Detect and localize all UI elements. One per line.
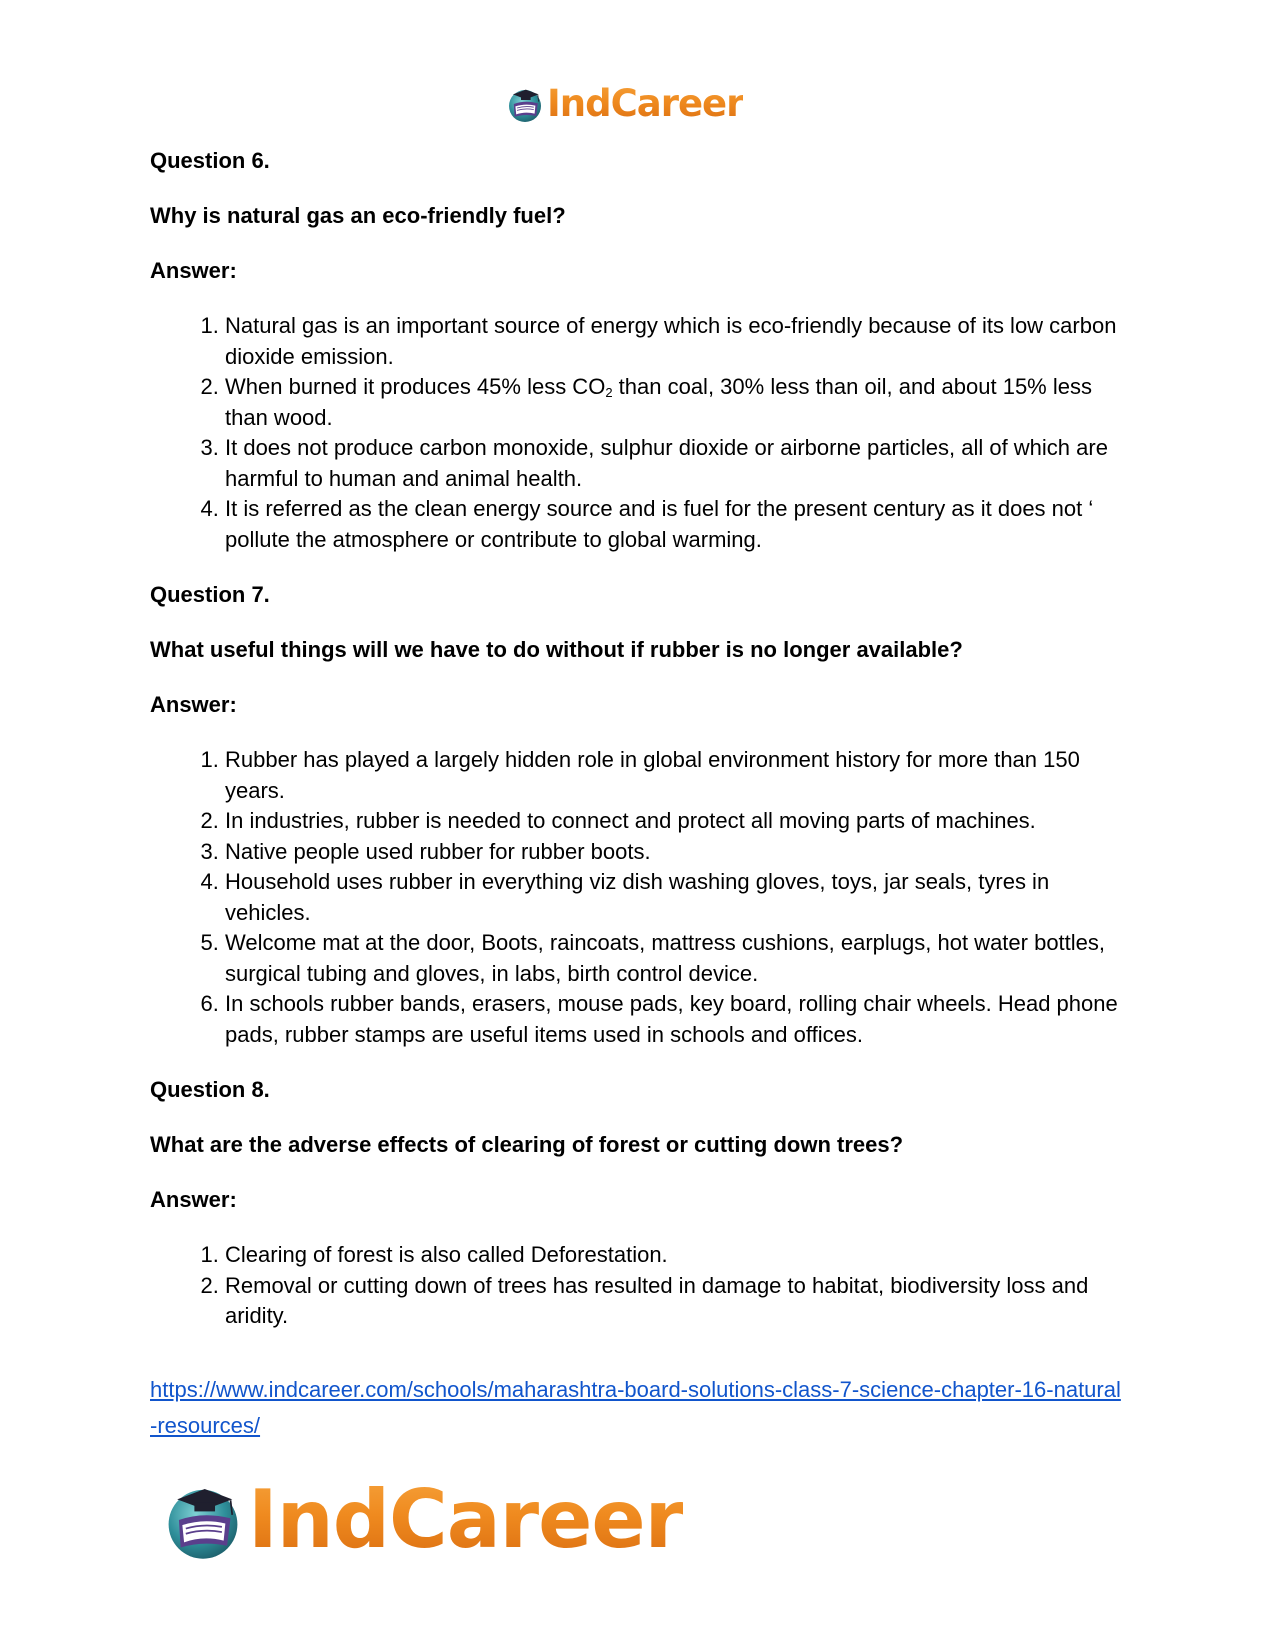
list-item: 1. Natural gas is an important source of energy which is eco-friendly because of its low carbon dioxide emission. (225, 311, 1130, 372)
question-6-section (150, 146, 1130, 555)
header-logo (505, 80, 743, 128)
question-8-section (150, 1075, 1130, 1332)
question-text: What useful things will we have to do without if rubber is no longer available? (150, 637, 963, 662)
list-item: 6. In schools rubber bands, erasers, mouse pads, key board, rolling chair wheels. Head phone pads, rubber stamps are useful items used in schools and offices. (225, 989, 1130, 1050)
graduation-globe-icon (505, 84, 545, 124)
question-text: Why is natural gas an eco-friendly fuel? (150, 203, 566, 228)
co2-text-before: When burned it produces 45% less CO (225, 374, 606, 399)
list-item: 2. Removal or cutting down of trees has resulted in damage to habitat, biodiversity loss and aridity. (225, 1271, 1130, 1332)
footer-logo (160, 1470, 683, 1570)
list-item: 4. It is referred as the clean energy source and is fuel for the present century as it does not ‘ pollute the atmosphere or contribute to global warming. (225, 494, 1130, 555)
answer-label: Answer: (150, 692, 237, 717)
answer-label: Answer: (150, 258, 237, 283)
answer-label: Answer: (150, 1187, 237, 1212)
list-item: 2. In industries, rubber is needed to connect and protect all moving parts of machines. (225, 806, 1130, 837)
question-7-section (150, 580, 1130, 1050)
list-item: 1. Rubber has played a largely hidden role in global environment history for more than 150 years. (225, 745, 1130, 806)
answer-list (150, 1240, 1130, 1332)
list-item: 3. Native people used rubber for rubber boots. (225, 837, 1130, 868)
document-body (150, 146, 1130, 1444)
co2-text-after: than coal, 30% less than oil, and about 15% less than wood. (225, 374, 1092, 430)
answer-list (150, 311, 1130, 555)
list-item: 3. It does not produce carbon monoxide, sulphur dioxide or airborne particles, all of which are harmful to human and animal health. (225, 433, 1130, 494)
question-label: Question 8. (150, 1077, 270, 1102)
footer-logo-text: IndCareer (248, 1473, 684, 1566)
source-link[interactable]: https://www.indcareer.com/schools/maharashtra-board-solutions-class-7-science-chapter-16-natural-resources/ (150, 1376, 1121, 1438)
co2-subscript: 2 (605, 385, 613, 400)
question-label: Question 7. (150, 582, 270, 607)
header-logo-text: IndCareer (547, 80, 743, 128)
list-item (225, 372, 1130, 433)
question-label: Question 6. (150, 148, 270, 173)
list-item: 5. Welcome mat at the door, Boots, raincoats, mattress cushions, earplugs, hot water bottles, surgical tubing and gloves, in labs, birth control device. (225, 928, 1130, 989)
question-text: What are the adverse effects of clearing of forest or cutting down trees? (150, 1132, 904, 1157)
answer-list (150, 745, 1130, 1050)
graduation-globe-icon (160, 1477, 246, 1563)
list-item: 4. Household uses rubber in everything viz dish washing gloves, toys, jar seals, tyres in vehicles. (225, 867, 1130, 928)
list-item: 1. Clearing of forest is also called Deforestation. (225, 1240, 1130, 1271)
